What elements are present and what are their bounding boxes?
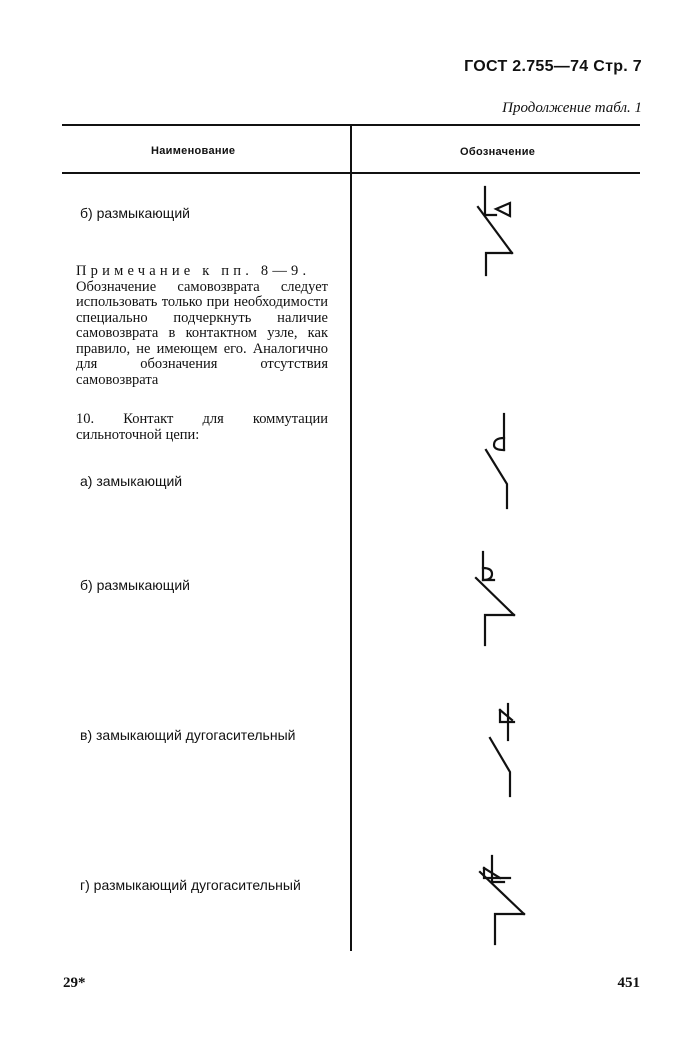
row-b-break2-label: б) размыкающий <box>80 577 190 593</box>
column-header-symbol: Обозначение <box>460 146 536 158</box>
row-v-make-arc-label: в) замыкающий дугогасительный <box>80 727 296 743</box>
note-block <box>76 264 328 388</box>
make-contact-arc-quench-icon <box>470 700 530 800</box>
table-continuation-label: Продолжение табл. 1 <box>502 100 642 116</box>
footer-signature-mark: 29* <box>63 975 86 991</box>
row-a-make-label: а) замыкающий <box>80 473 183 489</box>
break-contact-arc-quench-icon <box>470 852 530 947</box>
row-g-break-arc-label: г) размыкающий дугогасительный <box>80 877 301 893</box>
item-10-label: 10. Контакт для коммутации сильноточной цепи: <box>76 411 328 443</box>
standard-page-header: ГОСТ 2.755—74 Стр. 7 <box>464 58 642 75</box>
table-column-divider <box>350 126 352 951</box>
break-contact-self-return-icon <box>470 183 530 278</box>
page-number: 451 <box>617 975 640 991</box>
break-contact-power-icon <box>470 550 530 650</box>
note-body: Обозначение самовозврата следует использовать только при необходимости специально подчеркнуть наличие самовозврата в контактном узле, как правило, не имеющем его. Аналогично для обозначения отсутствия самовозврата <box>76 278 328 388</box>
column-header-name: Наименование <box>151 145 236 157</box>
row-b-break-label: б) размыкающий <box>80 205 190 221</box>
make-contact-power-icon <box>470 410 530 510</box>
note-heading: Примечание к пп. 8—9. <box>76 263 311 279</box>
